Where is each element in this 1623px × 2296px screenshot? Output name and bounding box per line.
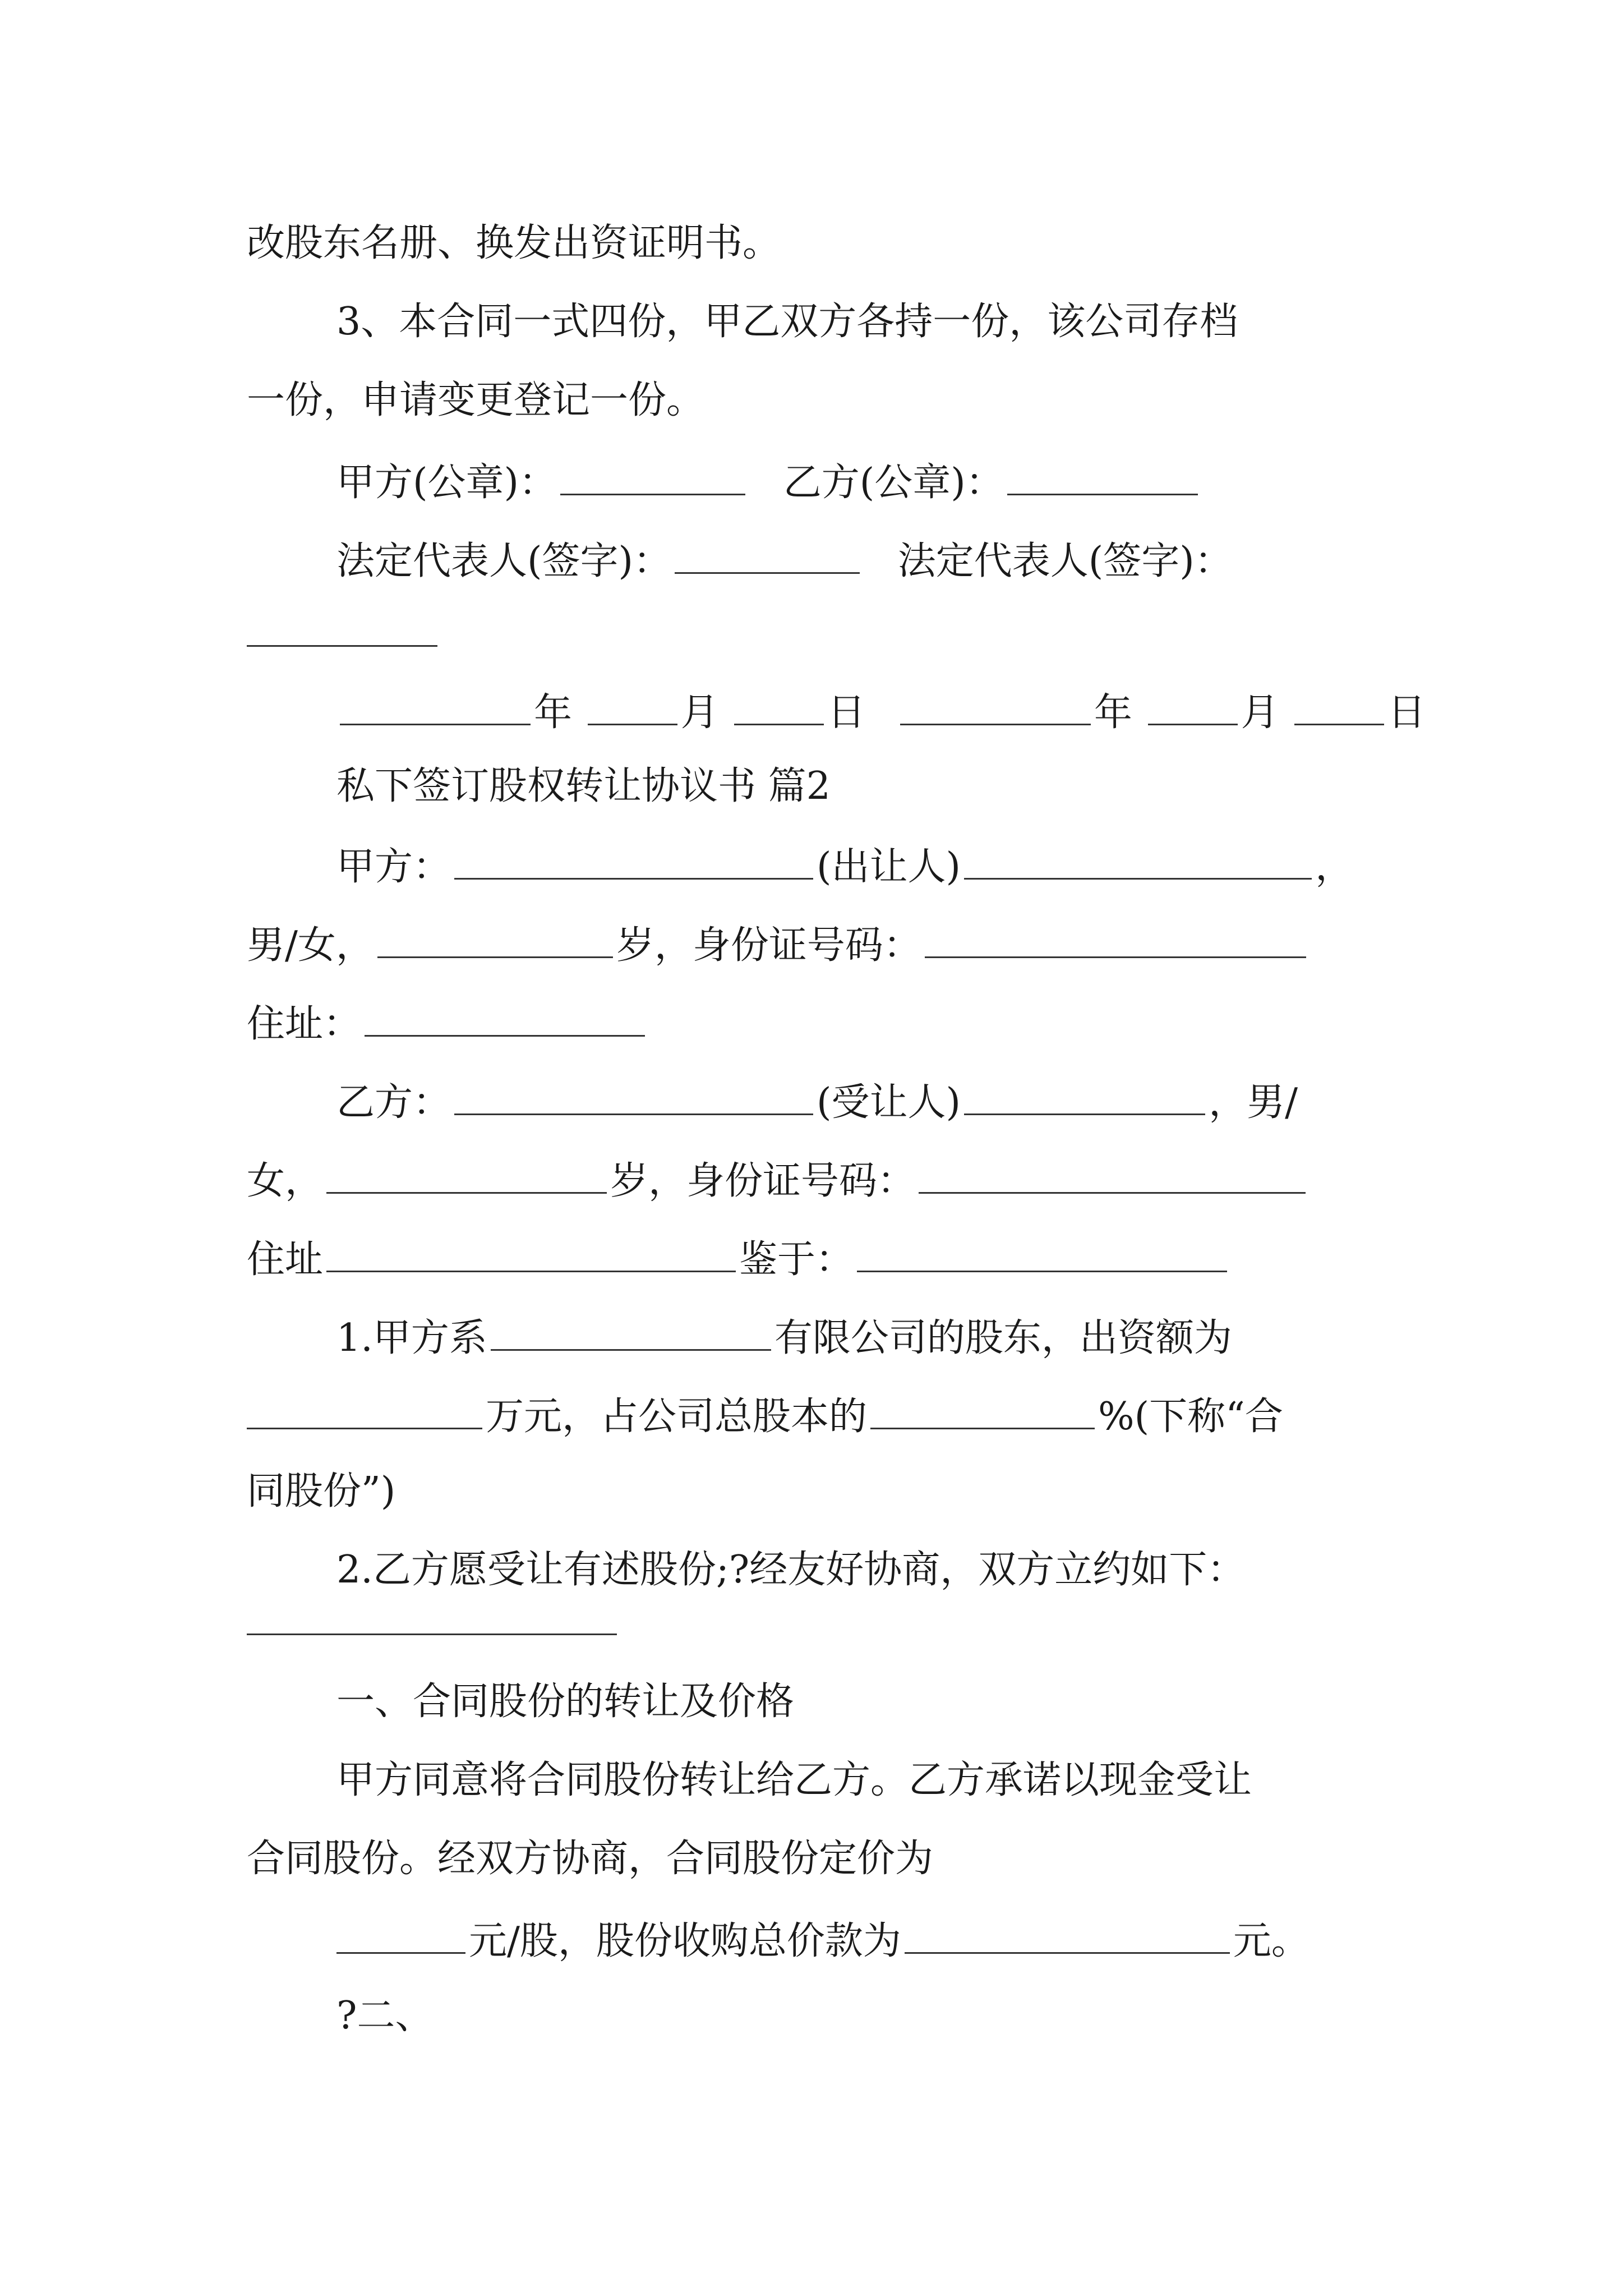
blank-field <box>336 1918 465 1954</box>
price-line <box>336 1918 1310 1961</box>
text: 2.乙方愿受让有述股份;?经友好协商，双方立约如下： <box>336 1548 1246 1592</box>
text: ，男/ <box>1209 1080 1298 1125</box>
date-line <box>336 690 1426 735</box>
text: 1.甲方系 <box>336 1316 487 1360</box>
signature-line <box>336 460 1201 505</box>
blank-field <box>964 1080 1205 1115</box>
blank-field <box>247 1634 617 1635</box>
party-a-line <box>336 844 1354 889</box>
blank-field <box>905 1918 1230 1954</box>
text: 一份，申请变更登记一份。 <box>247 378 705 422</box>
text-line <box>336 300 1238 344</box>
party-b-line <box>336 1080 1298 1125</box>
year-label: 年 <box>534 691 573 735</box>
blank-field <box>964 844 1312 880</box>
text: 住址 <box>247 1237 324 1282</box>
text: 改股东名册、换发出资证明书。 <box>247 221 781 265</box>
blank-field <box>588 690 677 725</box>
text: 元。 <box>1233 1919 1310 1963</box>
text: 岁，身份证号码： <box>610 1159 916 1203</box>
section-heading <box>336 1680 795 1724</box>
blank-field <box>247 1394 482 1429</box>
text-line <box>247 1469 396 1513</box>
party-a-info-line <box>247 923 1310 968</box>
text: 同股份”) <box>247 1469 396 1513</box>
blank-field <box>454 1080 813 1115</box>
text: 甲方同意将合同股份转让给乙方。乙方承诺以现金受让 <box>336 1758 1252 1802</box>
blank-field <box>734 690 824 725</box>
blank-field <box>377 923 613 958</box>
month-label: 月 <box>680 691 719 735</box>
blank-field <box>560 460 745 495</box>
blank-field <box>491 1315 771 1351</box>
rep-b-label: 法定代表人(签字)： <box>897 539 1233 583</box>
blank-field <box>1007 460 1198 495</box>
text: (出让人) <box>817 845 961 889</box>
blank-field <box>326 1237 736 1272</box>
blank-field <box>340 690 531 725</box>
section-heading <box>336 1994 434 2038</box>
clause-2-line <box>336 1548 1246 1592</box>
blank-field <box>326 1158 607 1194</box>
blank-field <box>454 844 813 880</box>
party-a-seal-label: 甲方(公章)： <box>336 461 557 505</box>
text: 男/女， <box>247 923 374 968</box>
text: 万元，占公司总股本的 <box>486 1395 868 1439</box>
day-label: 日 <box>827 691 866 735</box>
party-a-address-line <box>247 1001 648 1046</box>
clause-1-line <box>336 1315 1232 1358</box>
blank-field <box>919 1158 1306 1194</box>
text: 鉴于： <box>739 1237 854 1282</box>
rep-a-label: 法定代表人(签字)： <box>336 539 672 583</box>
text: 合同股份。经双方协商，合同股份定价为 <box>247 1837 934 1881</box>
blank-field <box>247 645 437 647</box>
blank-field <box>857 1237 1227 1272</box>
text-line <box>247 1837 934 1881</box>
text: 有限公司的股东，出资额为 <box>774 1316 1232 1360</box>
month-label: 月 <box>1241 691 1279 735</box>
text: 元/股，股份收购总价款为 <box>469 1919 901 1963</box>
blank-field <box>900 690 1091 725</box>
party-b-address-line <box>247 1237 1230 1282</box>
text-line <box>247 221 781 265</box>
year-label: 年 <box>1094 691 1132 735</box>
party-b-seal-label: 乙方(公章)： <box>783 461 1004 505</box>
blank-field <box>1148 690 1238 725</box>
text: 住址： <box>247 1002 362 1046</box>
text: 一、合同股份的转让及价格 <box>336 1680 795 1724</box>
text: 3、本合同一式四份，甲乙双方各持一份，该公司存档 <box>336 300 1238 344</box>
day-label: 日 <box>1387 691 1426 735</box>
text: ， <box>1315 845 1354 889</box>
blank-field <box>675 539 860 574</box>
blank-field <box>925 923 1306 958</box>
text: 私下签订股权转让协议书 篇2 <box>336 764 831 808</box>
clause-1-line <box>247 1394 1283 1439</box>
blank-field <box>1294 690 1384 725</box>
text: ?二、 <box>336 1994 434 2038</box>
text: 女， <box>247 1159 324 1203</box>
representative-line <box>336 539 1233 581</box>
blank-field <box>870 1394 1095 1429</box>
section-title <box>336 764 831 808</box>
text: 甲方： <box>336 845 451 889</box>
blank-field <box>365 1001 645 1037</box>
text: 乙方： <box>336 1080 451 1125</box>
party-b-info-line <box>247 1158 1309 1203</box>
text: 岁，身份证号码： <box>616 923 921 968</box>
text: (受让人) <box>817 1080 961 1125</box>
text-line <box>247 378 705 422</box>
text-line <box>336 1758 1252 1802</box>
text: %(下称“合 <box>1098 1395 1283 1439</box>
